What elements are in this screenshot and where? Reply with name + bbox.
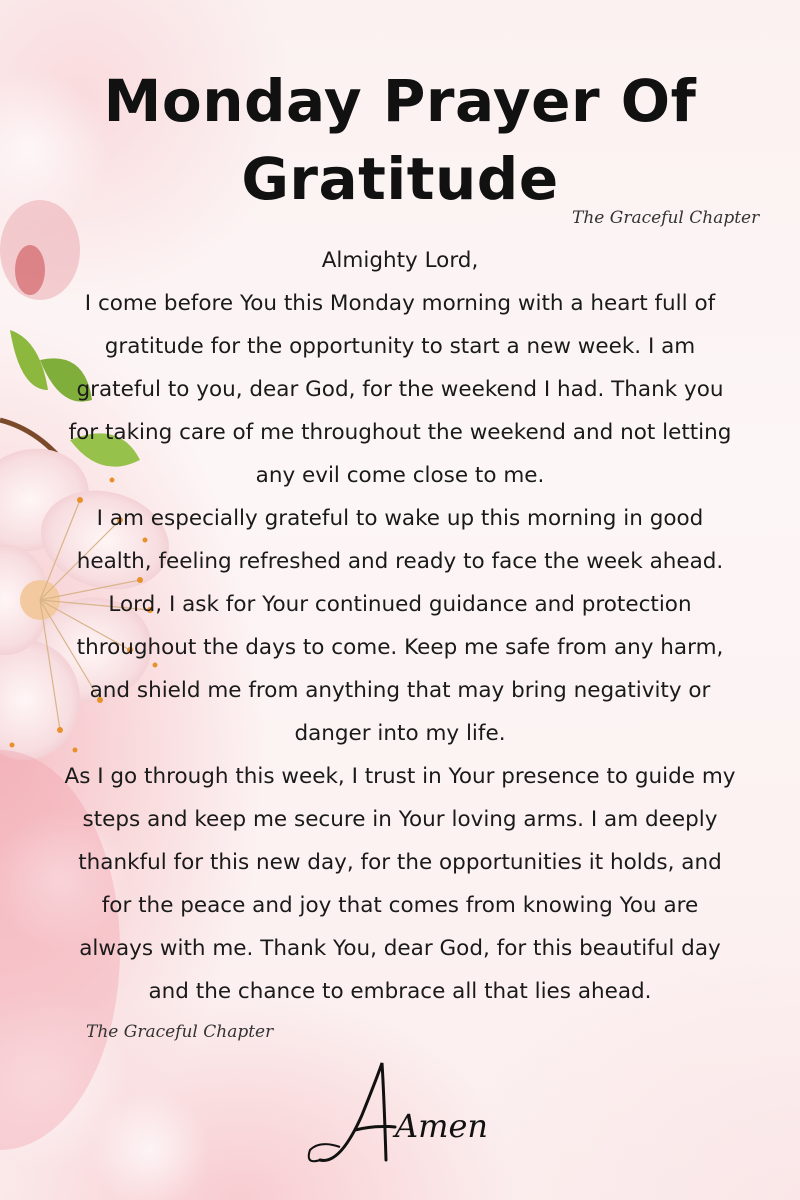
watermark-top: The Graceful Chapter	[572, 208, 760, 228]
prayer-body	[62, 239, 738, 1013]
page-title: Monday Prayer Of Gratitude	[103, 67, 697, 213]
paragraph-3: As I go through this week, I trust in Your presence to guide my steps and keep me secure in Your loving arms. I am deeply thankful for this new day, for the opportunities it holds, and for the peace and joy that comes from knowing You are always with me. Thank You, dear God, for this beautiful day and the chance to embrace all that lies ahead.	[64, 764, 736, 1004]
greeting: Almighty Lord,	[321, 248, 479, 273]
watermark-bottom: The Graceful Chapter	[86, 1022, 274, 1042]
paragraph-2: I am especially grateful to wake up this morning in good health, feeling refreshed and ready to face the week ahead. Lord, I ask for Your continued guidance and protection throughout the days to come. Keep me safe from any harm, and shield me from anything that may bring negativity or danger into my life.	[76, 506, 724, 746]
amen-text: Amen	[395, 1107, 488, 1145]
paragraph-1: I come before You this Monday morning with a heart full of gratitude for the opportunity to start a new week. I am grateful to you, dear God, for the weekend I had. Thank you for taking care of me throughout the weekend and not letting any evil come close to me.	[68, 291, 732, 488]
amen-signature	[300, 1055, 500, 1175]
